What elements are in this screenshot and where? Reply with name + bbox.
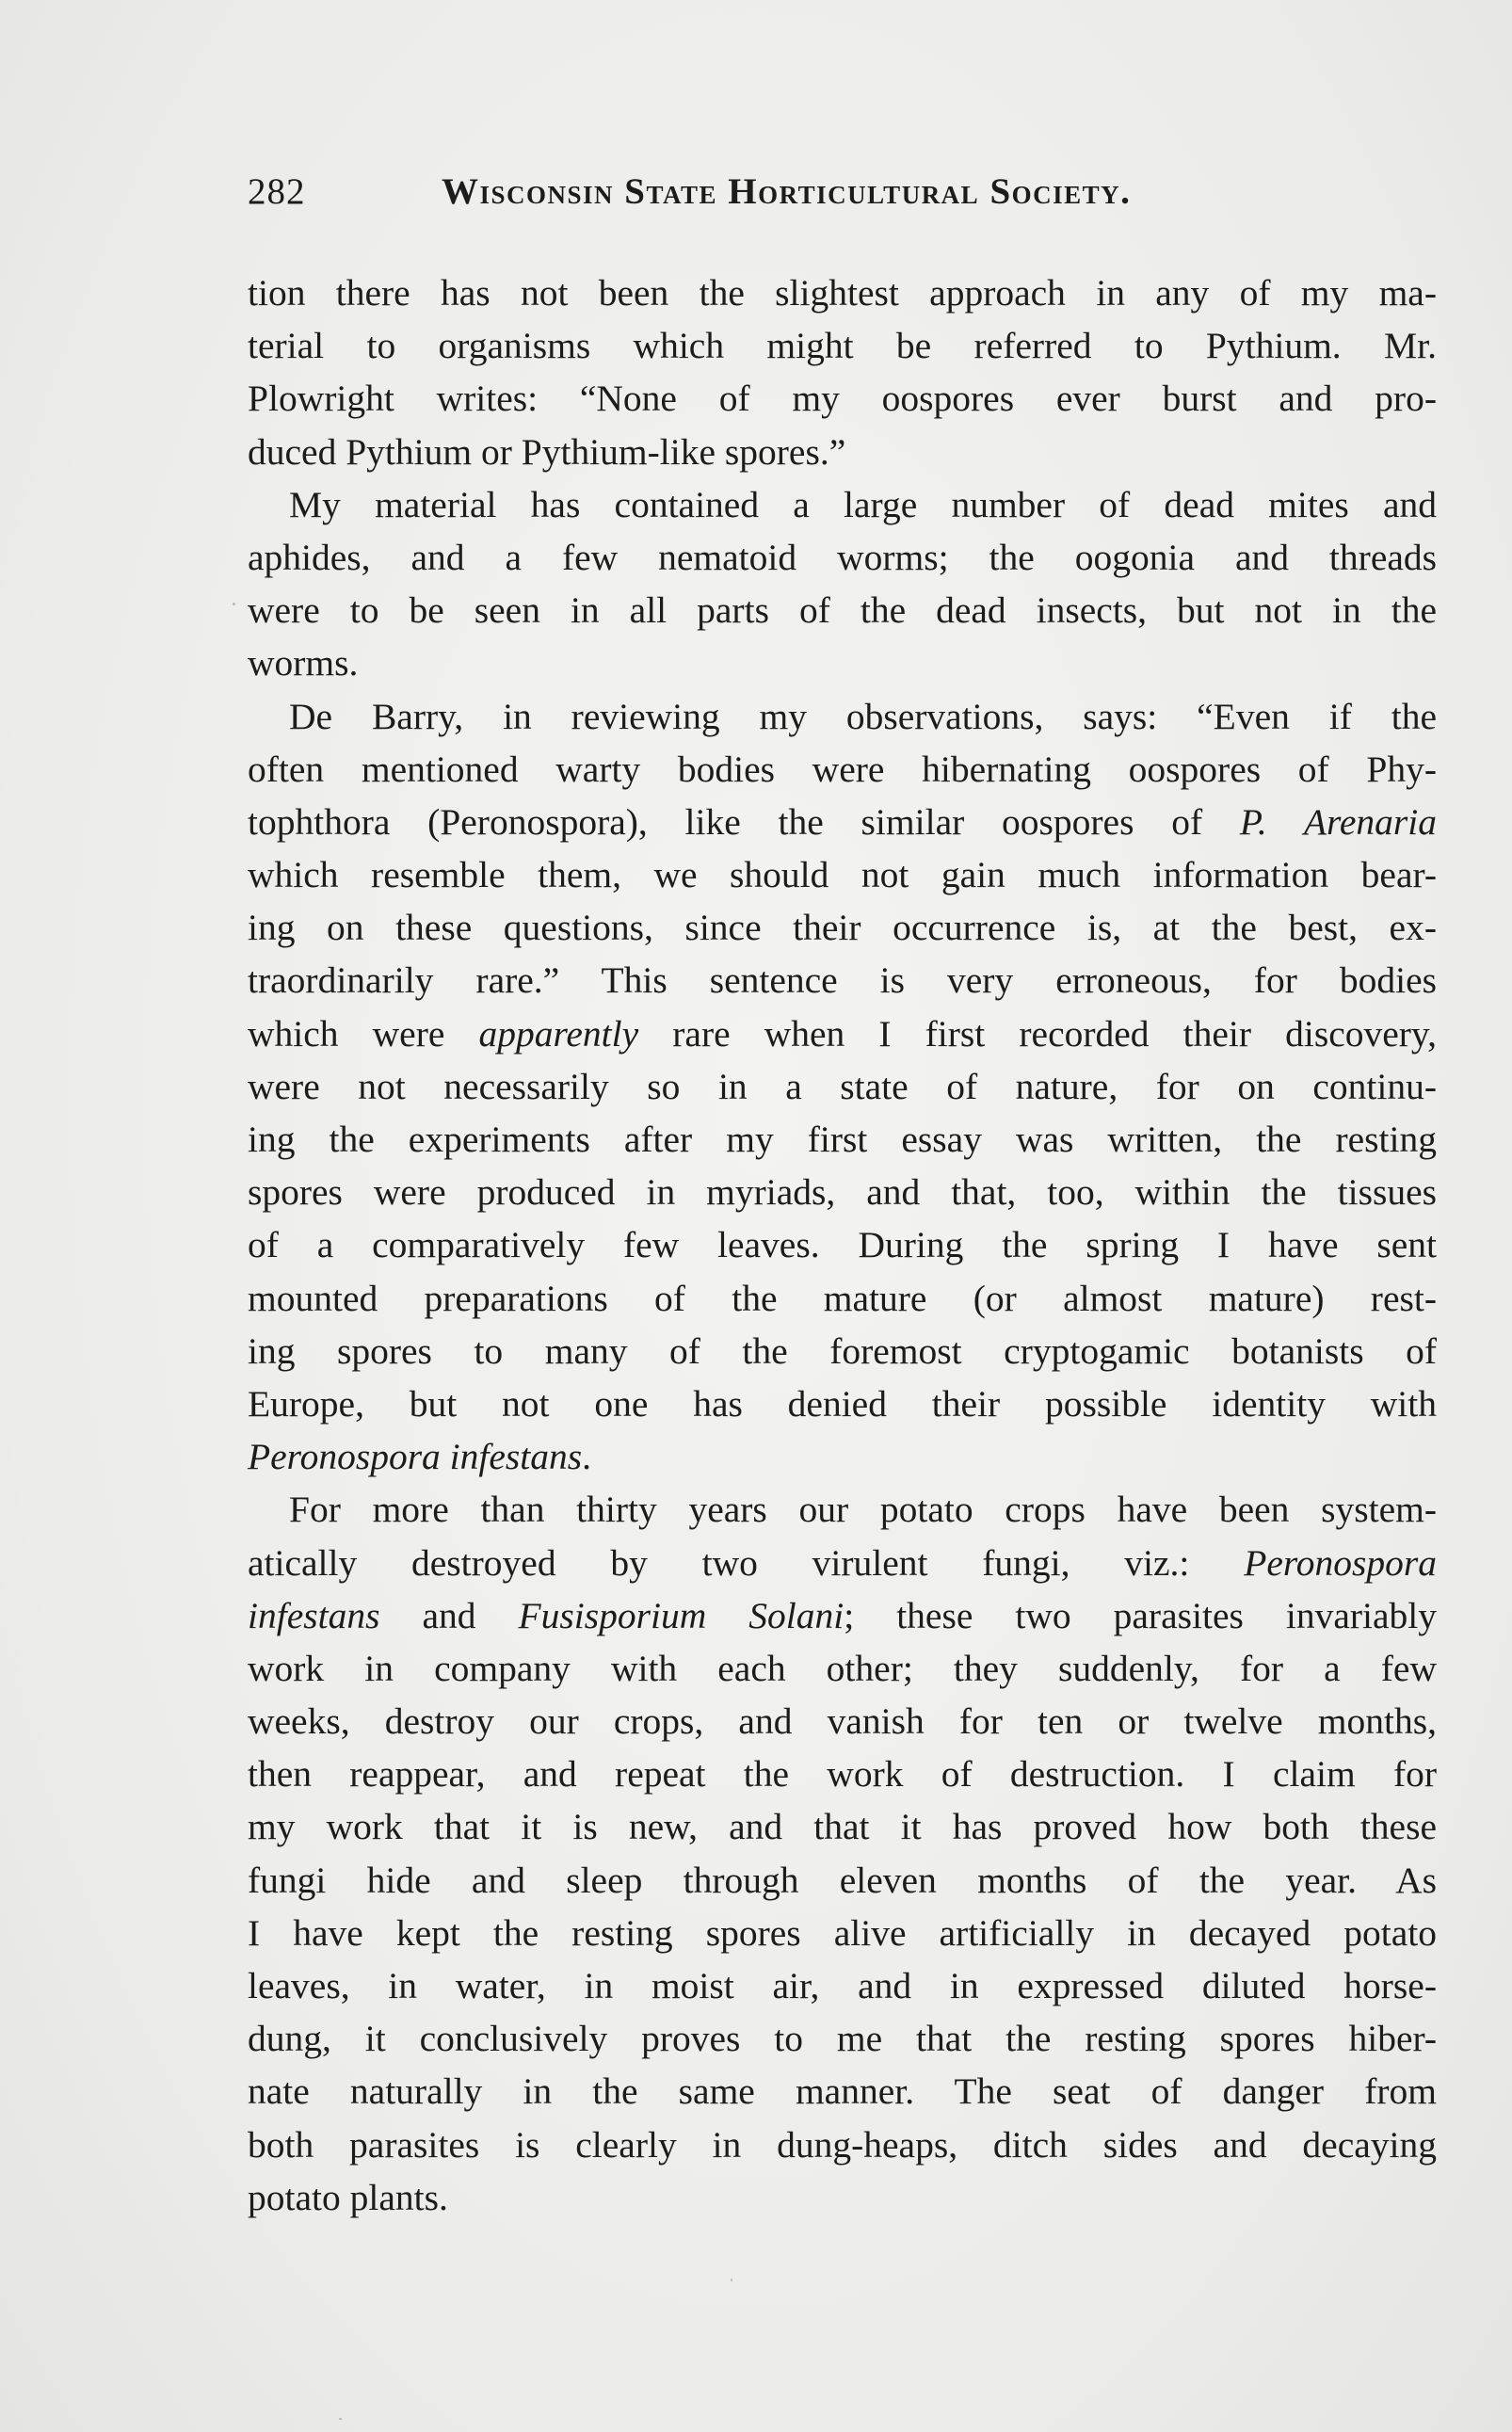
text-line: mounted preparations of the mature (or almost mature) rest- [248,1277,1437,1319]
italic-run: P. Arenaria [1239,800,1437,843]
text-line: work in company with each other; they suddenly, for a few [248,1647,1437,1689]
text-line: traordinarily rare.” This sentence is very erroneous, for bodies [248,959,1437,1002]
italic-run: Peronospora [1244,1541,1437,1584]
text-run: atically destroyed by two virulent fungi, viz.: [248,1541,1245,1584]
scan-speck [339,2418,342,2420]
text-run: tophthora (Peronospora), like the similar oospores of [248,800,1240,843]
italic-run: infestans [248,1594,380,1636]
text-line: of a comparatively few leaves. During the spring I have sent [248,1224,1437,1266]
text-line [248,1007,1437,1060]
text-line: my work that it is new, and that it has proved how both these [248,1806,1437,1848]
text-line: spores were produced in myriads, and that, too, within the tissues [248,1171,1437,1214]
text-run: rare when I first recorded their discovery, [638,1012,1437,1055]
body-text [248,266,1437,2224]
text-line [248,1537,1437,1589]
text-run: ; these two parasites invariably [844,1594,1437,1636]
text-line: For more than thirty years our potato crops have been system- [289,1489,1437,1531]
text-line: Europe, but not one has denied their possible identity with [248,1382,1437,1425]
text-run: which were [248,1012,479,1055]
italic-run: Fusisporium Solani [518,1594,844,1636]
page-number: 282 [248,171,306,212]
text-line: dung, it conclusively proves to me that the resting spores hiber- [248,2018,1437,2060]
text-line: worms. [248,642,359,685]
text-run: and [379,1594,519,1636]
text-line: leaves, in water, in moist air, and in expressed diluted horse- [248,1965,1437,2006]
scan-speck [233,603,235,605]
text-line: fungi hide and sleep through eleven months of the year. As [248,1859,1437,1901]
paragraph [248,478,1437,690]
text-line: ing the experiments after my first essay was written, the resting [248,1119,1437,1160]
text-line [248,1430,1437,1483]
text-line: often mentioned warty bodies were hibernating oospores of Phy- [248,748,1437,790]
paragraph [248,1483,1437,2224]
text-line: terial to organisms which might be referred to Pythium. Mr. [248,325,1437,367]
text-line: Plowright writes: “None of my oospores ever burst and pro- [248,378,1437,420]
text-line: nate naturally in the same manner. The seat of danger from [248,2070,1437,2113]
text-line [248,796,1437,848]
italic-run: apparently [478,1012,639,1055]
text-line: potato plants. [248,2176,448,2218]
text-line: ing spores to many of the foremost cryptogamic botanists of [248,1329,1437,1372]
text-line: De Barry, in reviewing my observations, says: “Even if the [289,695,1437,737]
page-header [248,168,1250,217]
text-line: My material has contained a large number of dead mites and [289,483,1437,525]
text-line: both parasites is clearly in dung-heaps, ditch sides and decaying [248,2123,1437,2166]
text-line: ing on these questions, since their occurrence is, at the best, ex- [248,907,1437,949]
running-title: Wisconsin State Horticultural Society. [442,171,1132,212]
text-line: then reappear, and repeat the work of destruction. I claim for [248,1753,1437,1796]
text-line: were to be seen in all parts of the dead insects, but not in the [248,589,1437,632]
scan-speck [731,2279,732,2281]
paragraph [248,690,1437,1484]
text-line: were not necessarily so in a state of nature, for on continu- [248,1065,1437,1107]
text-line: aphides, and a few nematoid worms; the oogonia and threads [248,536,1437,578]
text-line: duced Pythium or Pythium-like spores.” [248,430,846,473]
text-line: weeks, destroy our crops, and vanish for ten or twelve months, [248,1700,1437,1743]
paragraph [248,266,1437,478]
text-line: tion there has not been the slightest approach in any of my ma- [248,272,1437,314]
text-run: . [582,1436,592,1478]
italic-run: Peronospora infestans [248,1436,583,1478]
text-line: which resemble them, we should not gain much information bear- [248,854,1437,896]
text-line [248,1589,1437,1642]
text-line: I have kept the resting spores alive artificially in decayed potato [248,1911,1437,1954]
